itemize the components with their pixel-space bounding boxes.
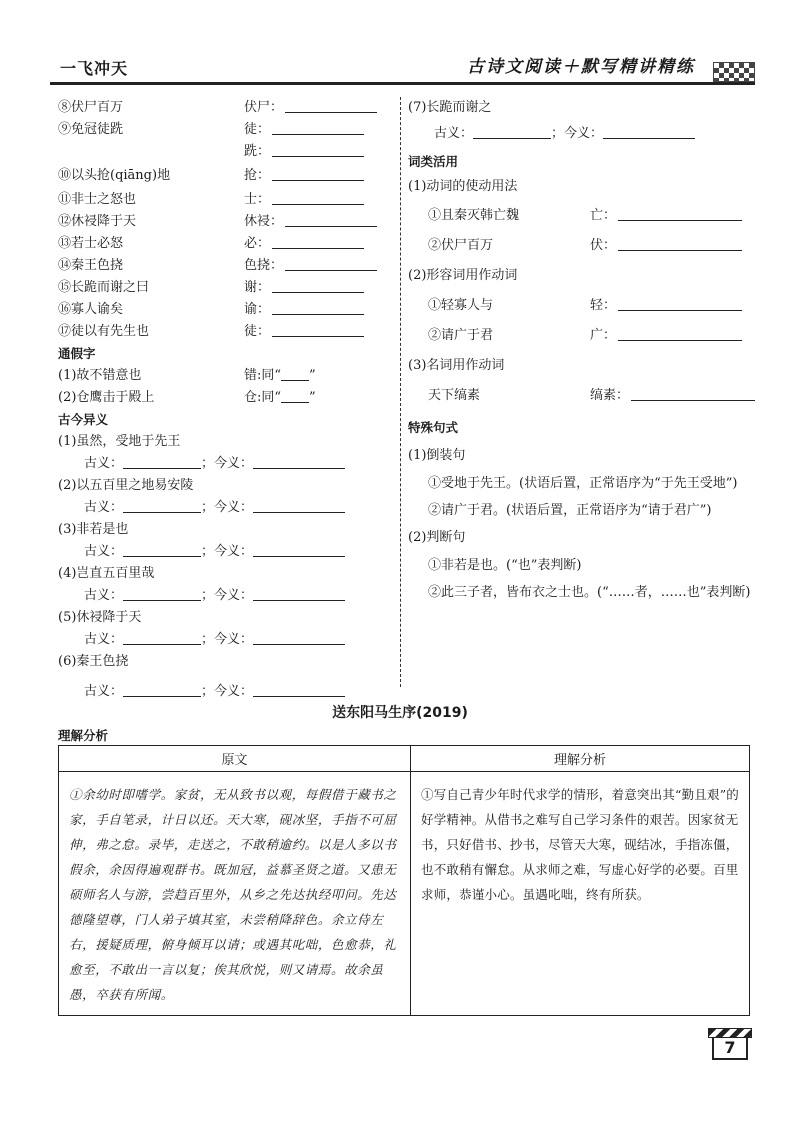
gu-label: 古义： xyxy=(84,544,124,559)
answer-blank[interactable] xyxy=(272,121,364,135)
vocab-word: 抢： xyxy=(244,168,271,183)
usage-answer xyxy=(590,201,742,231)
usage-row xyxy=(408,231,753,261)
answer-blank[interactable] xyxy=(285,99,377,113)
vocab-word: 色挠： xyxy=(244,258,284,273)
tongjia-row xyxy=(58,387,393,409)
jin-blank[interactable] xyxy=(253,543,345,557)
vocab-row xyxy=(58,255,393,277)
vocab-row xyxy=(58,165,393,189)
gu-label: 古义： xyxy=(84,456,124,471)
vocab-answer xyxy=(244,233,364,255)
gujin-fill xyxy=(58,541,393,563)
panduan-1: ①非若是也。(“也”表判断) xyxy=(428,558,582,573)
tongjia-close: ” xyxy=(309,368,316,383)
answer-blank[interactable] xyxy=(631,387,755,401)
daozhuang-heading: (1)倒装句 xyxy=(408,448,466,463)
gu-label: 古义： xyxy=(84,684,124,699)
usage-phrase: ②伏尸百万 xyxy=(428,238,494,253)
gu-label: 古义： xyxy=(84,632,124,647)
mingci-heading: (3)名词用作动词 xyxy=(408,358,505,373)
vocab-phrase: ⑪非士之怒也 xyxy=(58,192,137,207)
tongjia-close: ” xyxy=(309,390,316,405)
vocab-row xyxy=(58,321,393,343)
vocab-word: 谢： xyxy=(244,280,271,295)
gujin-phrase: (2)以五百里之地易安陵 xyxy=(58,478,194,493)
answer-blank[interactable] xyxy=(618,207,742,221)
jin-blank[interactable] xyxy=(253,455,345,469)
answer-blank[interactable] xyxy=(272,279,364,293)
gu-blank[interactable] xyxy=(123,499,201,513)
cilei-heading: 词类活用 xyxy=(408,154,459,169)
vocab-row xyxy=(58,299,393,321)
daozhuang-2: ②请广于君。(状语后置，正常语序为“请于君广”) xyxy=(428,503,712,518)
vocab-word: 必： xyxy=(244,236,271,251)
tongjia-phrase: (2)仓鹰击于殿上 xyxy=(58,390,155,405)
tongjia-heading: 通假字 xyxy=(58,346,96,361)
brand-logo: 一飞冲天 xyxy=(60,59,129,78)
vocab-answer xyxy=(244,189,364,211)
vocab-answer xyxy=(244,211,377,233)
answer-blank[interactable] xyxy=(272,323,364,337)
vocab-phrase: ⑭秦王色挠 xyxy=(58,258,124,273)
usage-row xyxy=(408,291,753,321)
gujin-fill xyxy=(58,585,393,607)
vocab-phrase: ⑰徒以有先生也 xyxy=(58,324,150,339)
analysis-table xyxy=(58,745,750,1016)
usage-row xyxy=(408,201,753,231)
answer-blank[interactable] xyxy=(272,191,364,205)
answer-blank[interactable] xyxy=(272,143,364,157)
vocab-word: 徒： xyxy=(244,122,271,137)
col-original-header: 原文 xyxy=(59,746,411,772)
item-7-fill: 古义： ；今义： xyxy=(408,119,753,149)
vocab-word: 休祲： xyxy=(244,214,284,229)
gu-label: 古义： xyxy=(84,588,124,603)
gujin-phrase: (6)秦王色挠 xyxy=(58,654,129,669)
gujin-phrase: (1)虽然，受地于先王 xyxy=(58,434,181,449)
gujin-phrase: (3)非若是也 xyxy=(58,522,129,537)
usage-answer xyxy=(590,291,742,321)
usage-answer xyxy=(590,231,742,261)
vocab-word: 谕： xyxy=(244,302,271,317)
gujin-fill xyxy=(58,453,393,475)
gujin-fill xyxy=(58,629,393,651)
original-text-cell: ①余幼时即嗜学。家贫，无从致书以观，每假借于藏书之家，手自笔录，计日以还。天大寒，砚冰坚，手指不可屈伸，弗之怠。录毕，走送之，不敢稍逾约。以是人多以书假余，余因得遍观群书。既加冠，益慕圣贤之道。又患无硕师名人与游，尝趋百里外，从乡之先达执经叩问。先达德隆望尊，门人弟子填其室，未尝稍降辞色。余立侍左右，援疑质理，俯身倾耳以请；或遇其叱咄，色愈恭，礼愈至，不敢出一言以复；俟其欣悦，则又请焉。故余虽愚，卒获有所闻。 xyxy=(59,772,411,1016)
answer-blank[interactable] xyxy=(618,327,742,341)
gu-blank[interactable] xyxy=(123,631,201,645)
tongjia-blank[interactable] xyxy=(281,367,309,381)
tongjia-answer xyxy=(244,365,316,387)
jin-label: ；今义： xyxy=(201,500,254,515)
vocab-answer xyxy=(244,141,364,163)
gujin-phrase: (4)岂直五百里哉 xyxy=(58,566,155,581)
answer-blank[interactable] xyxy=(618,237,742,251)
page-number: 7 xyxy=(712,1038,748,1060)
stripe-decoration xyxy=(708,1028,752,1038)
vocab-row xyxy=(58,233,393,255)
tongjia-word: 仓:同“ xyxy=(244,390,282,405)
vocab-answer xyxy=(244,165,364,187)
answer-blank[interactable] xyxy=(272,167,364,181)
jin-blank[interactable] xyxy=(253,499,345,513)
jin-label: ；今义： xyxy=(201,588,254,603)
vocab-answer xyxy=(244,277,364,299)
jin-label: ；今义： xyxy=(201,456,254,471)
gu-blank[interactable] xyxy=(123,455,201,469)
vocab-phrase: ⑯寡人谕矣 xyxy=(58,302,124,317)
gu-blank[interactable] xyxy=(123,587,201,601)
jin-blank[interactable] xyxy=(253,683,345,697)
page-header xyxy=(50,40,755,88)
usage-row xyxy=(408,381,753,411)
vocab-word: 伏尸： xyxy=(244,100,284,115)
section-title: 送东阳马生序(2019) xyxy=(332,705,468,721)
vocab-answer xyxy=(244,299,364,321)
vocab-answer xyxy=(244,321,364,343)
vocab-answer xyxy=(244,97,377,119)
left-column xyxy=(58,97,393,703)
vocab-row xyxy=(58,211,393,233)
vocab-row xyxy=(58,97,393,119)
xingrong-heading: (2)形容词用作动词 xyxy=(408,268,518,283)
vocab-row xyxy=(58,119,393,141)
column-divider xyxy=(400,97,401,687)
vocab-answer xyxy=(244,119,364,141)
jin-label: ；今义： xyxy=(201,544,254,559)
item-7: (7)长跪而谢之 xyxy=(408,100,492,115)
vocab-phrase: ⑬若士必怒 xyxy=(58,236,124,251)
vocab-word: 士： xyxy=(244,192,271,207)
usage-answer xyxy=(590,321,742,351)
usage-answer xyxy=(590,381,755,411)
usage-word: 轻： xyxy=(590,298,617,313)
tongjia-answer xyxy=(244,387,316,409)
page-number-badge xyxy=(708,1028,752,1064)
jin-blank[interactable] xyxy=(253,631,345,645)
series-title: 古诗文阅读＋默写精讲精练 xyxy=(467,57,695,77)
gu-blank[interactable] xyxy=(123,543,201,557)
usage-word: 缟素： xyxy=(590,388,630,403)
usage-phrase: ①轻寡人与 xyxy=(428,298,494,313)
vocab-row xyxy=(58,141,393,165)
daozhuang-1: ①受地于先王。(状语后置，正常语序为“于先王受地”) xyxy=(428,476,738,491)
gujin-heading: 古今异义 xyxy=(58,412,109,427)
vocab-phrase: ⑨免冠徒跣 xyxy=(58,122,124,137)
answer-blank[interactable] xyxy=(272,301,364,315)
panduan-2: ②此三子者，皆布衣之士也。(“……者，……也”表判断) xyxy=(428,585,751,600)
usage-word: 广： xyxy=(590,328,617,343)
checker-decoration xyxy=(713,62,755,82)
gujin-phrase: (5)休祲降于天 xyxy=(58,610,142,625)
jin-label: ；今义： xyxy=(201,684,254,699)
tongjia-phrase: (1)故不错意也 xyxy=(58,368,142,383)
vocab-phrase: ⑮长跪而谢之曰 xyxy=(58,280,150,295)
analysis-text-cell: ①写自己青少年时代求学的情形，着意突出其“勤且艰”的好学精神。从借书之难写自己学习条件的艰苦。因家贫无书，只好借书、抄书，尽管天大寒，砚结冰，手指冻僵，也不敢稍有懈怠。从求师之难，写虚心好学的必要。百里求师，恭谨小心。虽遇叱咄，终有所获。 xyxy=(411,772,750,1016)
vocab-phrase: ⑧伏尸百万 xyxy=(58,100,124,115)
usage-row xyxy=(408,321,753,351)
answer-blank[interactable] xyxy=(285,257,377,271)
vocab-row xyxy=(58,277,393,299)
gu-blank[interactable] xyxy=(473,125,551,139)
gujin-fill xyxy=(58,497,393,519)
col-analysis-header: 理解分析 xyxy=(411,746,750,772)
tongjia-blank[interactable] xyxy=(281,389,309,403)
shidong-heading: (1)动词的使动用法 xyxy=(408,179,518,194)
tongjia-word: 错:同“ xyxy=(244,368,282,383)
vocab-word: 徒： xyxy=(244,324,271,339)
vocab-row xyxy=(58,189,393,211)
usage-phrase: 天下缟素 xyxy=(428,388,481,403)
usage-word: 伏： xyxy=(590,238,617,253)
vocab-answer xyxy=(244,255,377,277)
gu-label: 古义： xyxy=(84,500,124,515)
tongjia-row xyxy=(58,365,393,387)
panduan-heading: (2)判断句 xyxy=(408,530,466,545)
gu-blank[interactable] xyxy=(123,683,201,697)
teshu-heading: 特殊句式 xyxy=(408,420,459,435)
jin-blank[interactable] xyxy=(603,125,695,139)
vocab-phrase: ⑫休祲降于天 xyxy=(58,214,137,229)
analysis-heading: 理解分析 xyxy=(58,728,109,743)
gujin-fill xyxy=(58,681,393,703)
usage-phrase: ②请广于君 xyxy=(428,328,494,343)
jin-blank[interactable] xyxy=(253,587,345,601)
usage-phrase: ①且秦灭韩亡魏 xyxy=(428,208,520,223)
answer-blank[interactable] xyxy=(618,297,742,311)
vocab-phrase: ⑩以头抢(qiāng)地 xyxy=(58,168,171,183)
vocab-word: 跣： xyxy=(244,144,271,159)
answer-blank[interactable] xyxy=(285,213,377,227)
header-rule xyxy=(50,82,755,85)
answer-blank[interactable] xyxy=(272,235,364,249)
jin-label: ；今义： xyxy=(201,632,254,647)
right-column xyxy=(408,97,753,605)
usage-word: 亡： xyxy=(590,208,617,223)
